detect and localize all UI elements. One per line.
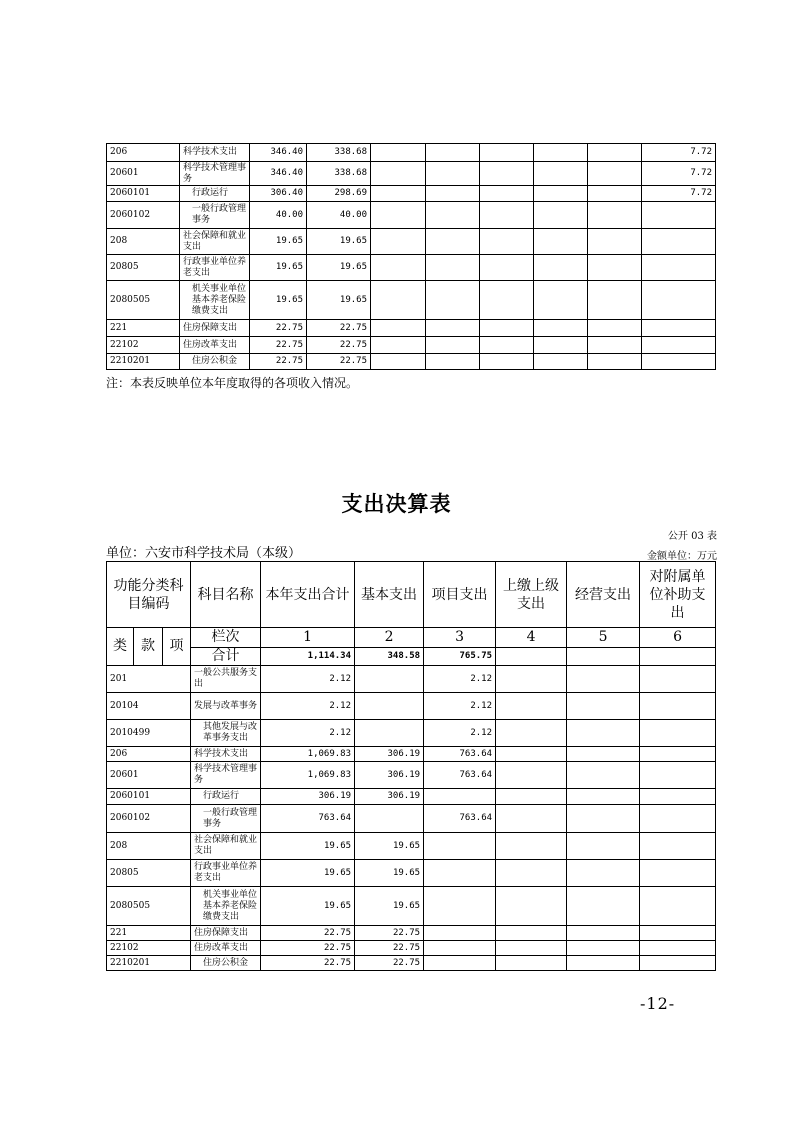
column-no: 5 xyxy=(567,628,640,648)
row-code: 2080505 xyxy=(107,887,191,926)
column-no: 2 xyxy=(355,628,424,648)
table-row xyxy=(107,255,716,281)
row-project: 2.12 xyxy=(424,693,496,720)
column-no: 4 xyxy=(496,628,567,648)
row-code: 201 xyxy=(107,666,191,693)
row-name: 发展与改革事务 xyxy=(191,693,261,720)
row-project xyxy=(424,833,496,860)
row-code: 2060102 xyxy=(107,805,191,833)
row-project: 763.64 xyxy=(424,762,496,789)
row-total: 22.75 xyxy=(261,956,355,971)
row-project: 2.12 xyxy=(424,666,496,693)
row-code: 20601 xyxy=(107,762,191,789)
header-project: 项目支出 xyxy=(424,562,496,628)
total-basic: 348.58 xyxy=(355,648,424,666)
row-project xyxy=(424,860,496,887)
table-note: 注：本表反映单位本年度取得的各项收入情况。 xyxy=(106,376,359,390)
income-table-continued xyxy=(106,143,716,370)
row-value xyxy=(642,354,716,370)
row-basic: 19.65 xyxy=(355,860,424,887)
row-project: 763.64 xyxy=(424,747,496,762)
row-code: 206 xyxy=(107,144,180,162)
row-basic: 22.75 xyxy=(355,941,424,956)
table-row xyxy=(107,956,716,971)
amount-unit: 金额单位：万元 xyxy=(647,551,717,562)
header-total: 本年支出合计 xyxy=(261,562,355,628)
table-row xyxy=(107,144,716,162)
table-row xyxy=(107,887,716,926)
row-basic xyxy=(355,805,424,833)
row-name: 住房公积金 xyxy=(191,956,261,971)
row-value: 19.65 xyxy=(250,255,307,281)
row-code: 2060102 xyxy=(107,202,180,229)
column-no-label: 栏次 xyxy=(191,628,261,648)
row-basic xyxy=(355,693,424,720)
row-value: 298.69 xyxy=(307,186,371,202)
row-name: 住房保障支出 xyxy=(180,320,250,337)
row-name: 科学技术管理事务 xyxy=(180,162,250,186)
row-basic: 19.65 xyxy=(355,833,424,860)
row-value: 346.40 xyxy=(250,144,307,162)
row-value: 19.65 xyxy=(307,255,371,281)
row-total: 1,069.83 xyxy=(261,762,355,789)
row-value: 40.00 xyxy=(250,202,307,229)
row-code: 221 xyxy=(107,320,180,337)
row-project xyxy=(424,789,496,805)
row-code: 206 xyxy=(107,747,191,762)
row-value xyxy=(642,202,716,229)
row-basic: 306.19 xyxy=(355,762,424,789)
row-basic: 306.19 xyxy=(355,747,424,762)
row-code: 2060101 xyxy=(107,789,191,805)
row-value: 22.75 xyxy=(307,337,371,354)
row-name: 住房改革支出 xyxy=(191,941,261,956)
table-row xyxy=(107,337,716,354)
table-row xyxy=(107,747,716,762)
row-name: 行政运行 xyxy=(191,789,261,805)
column-no: 3 xyxy=(424,628,496,648)
row-name: 机关事业单位基本养老保险缴费支出 xyxy=(180,281,250,320)
row-value: 7.72 xyxy=(642,162,716,186)
header-xiang: 项 xyxy=(163,628,191,666)
row-total: 763.64 xyxy=(261,805,355,833)
row-value xyxy=(642,229,716,255)
row-total: 22.75 xyxy=(261,941,355,956)
header-subsidy: 对附属单位补助支出 xyxy=(640,562,716,628)
row-code: 20805 xyxy=(107,860,191,887)
row-code: 2060101 xyxy=(107,186,180,202)
row-value: 22.75 xyxy=(307,320,371,337)
row-code: 221 xyxy=(107,926,191,941)
row-name: 科学技术管理事务 xyxy=(191,762,261,789)
row-code: 2210201 xyxy=(107,354,180,370)
row-basic: 306.19 xyxy=(355,789,424,805)
column-number-row xyxy=(107,628,716,648)
row-name: 社会保障和就业支出 xyxy=(191,833,261,860)
row-total: 306.19 xyxy=(261,789,355,805)
table-row xyxy=(107,320,716,337)
row-code: 20104 xyxy=(107,693,191,720)
row-name: 行政事业单位养老支出 xyxy=(191,860,261,887)
table-row xyxy=(107,762,716,789)
header-lei: 类 xyxy=(107,628,134,666)
row-name: 住房改革支出 xyxy=(180,337,250,354)
row-value: 346.40 xyxy=(250,162,307,186)
row-project xyxy=(424,956,496,971)
total-label: 合计 xyxy=(191,648,261,666)
row-code: 208 xyxy=(107,229,180,255)
row-project: 2.12 xyxy=(424,720,496,747)
row-name: 行政运行 xyxy=(180,186,250,202)
row-basic: 22.75 xyxy=(355,926,424,941)
page-number: -12- xyxy=(640,994,676,1013)
header-code: 功能分类科目编码 xyxy=(107,562,191,628)
row-name: 一般行政管理事务 xyxy=(180,202,250,229)
table-row xyxy=(107,833,716,860)
row-total: 2.12 xyxy=(261,693,355,720)
row-project xyxy=(424,926,496,941)
table-row xyxy=(107,162,716,186)
page-title: 支出决算表 xyxy=(341,492,452,516)
row-value: 7.72 xyxy=(642,186,716,202)
row-code: 22102 xyxy=(107,337,180,354)
table-row xyxy=(107,666,716,693)
table-row xyxy=(107,941,716,956)
expenditure-table xyxy=(106,561,716,971)
row-total: 19.65 xyxy=(261,887,355,926)
row-project xyxy=(424,941,496,956)
row-basic: 19.65 xyxy=(355,887,424,926)
row-code: 22102 xyxy=(107,941,191,956)
reporting-unit: 单位：六安市科学技术局（本级） xyxy=(106,546,302,561)
total-row xyxy=(107,648,716,666)
row-name: 机关事业单位基本养老保险缴费支出 xyxy=(191,887,261,926)
row-code: 20601 xyxy=(107,162,180,186)
row-value: 19.65 xyxy=(250,281,307,320)
row-name: 住房公积金 xyxy=(180,354,250,370)
row-name: 住房保障支出 xyxy=(191,926,261,941)
row-value xyxy=(642,255,716,281)
row-value: 22.75 xyxy=(250,320,307,337)
row-total: 22.75 xyxy=(261,926,355,941)
row-name: 一般行政管理事务 xyxy=(191,805,261,833)
column-no: 6 xyxy=(640,628,716,648)
row-value: 338.68 xyxy=(307,144,371,162)
row-code: 2010499 xyxy=(107,720,191,747)
row-basic xyxy=(355,666,424,693)
row-value xyxy=(642,320,716,337)
row-value xyxy=(642,281,716,320)
row-total: 1,069.83 xyxy=(261,747,355,762)
table-row xyxy=(107,281,716,320)
row-value: 22.75 xyxy=(307,354,371,370)
row-value: 22.75 xyxy=(250,354,307,370)
row-basic: 22.75 xyxy=(355,956,424,971)
header-row xyxy=(107,562,716,628)
table-row xyxy=(107,354,716,370)
row-name: 一般公共服务支出 xyxy=(191,666,261,693)
row-total: 19.65 xyxy=(261,833,355,860)
row-total: 19.65 xyxy=(261,860,355,887)
row-value: 19.65 xyxy=(307,281,371,320)
row-value xyxy=(642,337,716,354)
row-code: 208 xyxy=(107,833,191,860)
total-value: 1,114.34 xyxy=(261,648,355,666)
table-row xyxy=(107,805,716,833)
row-project xyxy=(424,887,496,926)
row-project: 763.64 xyxy=(424,805,496,833)
header-basic: 基本支出 xyxy=(355,562,424,628)
table-row xyxy=(107,229,716,255)
row-value: 7.72 xyxy=(642,144,716,162)
header-kuan: 款 xyxy=(134,628,163,666)
row-total: 2.12 xyxy=(261,666,355,693)
row-value: 19.65 xyxy=(250,229,307,255)
row-name: 科学技术支出 xyxy=(180,144,250,162)
row-code: 2080505 xyxy=(107,281,180,320)
row-value: 338.68 xyxy=(307,162,371,186)
header-name: 科目名称 xyxy=(191,562,261,628)
row-value: 19.65 xyxy=(307,229,371,255)
table-row xyxy=(107,202,716,229)
table-row xyxy=(107,926,716,941)
column-no: 1 xyxy=(261,628,355,648)
row-name: 行政事业单位养老支出 xyxy=(180,255,250,281)
total-project: 765.75 xyxy=(424,648,496,666)
table-row xyxy=(107,693,716,720)
table-row xyxy=(107,860,716,887)
row-name: 其他发展与改革事务支出 xyxy=(191,720,261,747)
row-name: 社会保障和就业支出 xyxy=(180,229,250,255)
form-number: 公开 03 表 xyxy=(667,531,717,542)
row-code: 2210201 xyxy=(107,956,191,971)
row-value: 22.75 xyxy=(250,337,307,354)
row-value: 306.40 xyxy=(250,186,307,202)
row-code: 20805 xyxy=(107,255,180,281)
row-total: 2.12 xyxy=(261,720,355,747)
table-row xyxy=(107,720,716,747)
row-name: 科学技术支出 xyxy=(191,747,261,762)
table-row xyxy=(107,789,716,805)
header-superior: 上缴上级支出 xyxy=(496,562,567,628)
row-value: 40.00 xyxy=(307,202,371,229)
table-row xyxy=(107,186,716,202)
row-basic xyxy=(355,720,424,747)
header-business: 经营支出 xyxy=(567,562,640,628)
